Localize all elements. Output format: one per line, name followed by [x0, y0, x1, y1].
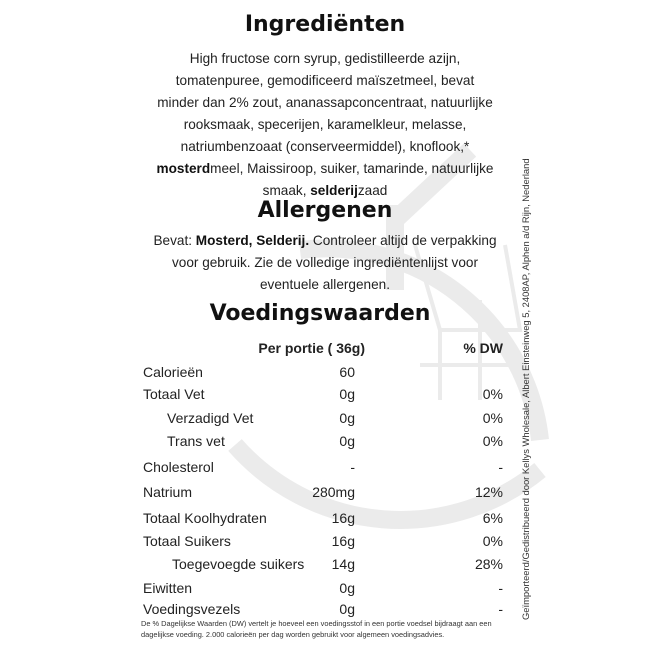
nutrient-label: Voedingsvezels — [143, 601, 241, 617]
text-segment: minder dan 2% zout, ananassapconcentraat, natuurlijke — [157, 95, 493, 110]
allergens-title: Allergenen — [257, 198, 393, 223]
nutrient-amount: 0g — [339, 433, 355, 449]
nutrient-label: Calorieën — [143, 364, 203, 380]
nutrient-amount: 14g — [331, 556, 355, 572]
ingredients-line — [100, 70, 550, 92]
text-segment: rooksmaak, specerijen, karamelkleur, melasse, — [183, 117, 467, 132]
nutrition-row — [140, 533, 505, 555]
dw-header: % DW — [463, 340, 503, 356]
nutrition-row — [140, 364, 505, 386]
ingredients-line — [100, 114, 550, 136]
nutrient-label: Trans vet — [167, 433, 225, 449]
nutrient-dw: 0% — [482, 410, 503, 426]
nutrient-label: Totaal Vet — [143, 386, 205, 402]
text-segment: eventuele allergenen. — [260, 277, 390, 292]
allergens-line — [100, 230, 550, 252]
ingredients-line — [100, 158, 550, 180]
nutrient-label: Toegevoegde suikers — [172, 556, 305, 572]
allergens-line — [100, 274, 550, 296]
nutrition-row — [140, 433, 505, 455]
nutrition-row — [140, 556, 505, 578]
nutrient-amount: 16g — [331, 510, 355, 526]
nutrition-row — [140, 410, 505, 432]
bold-term: mosterd — [156, 161, 211, 176]
nutrient-amount: - — [350, 459, 355, 475]
nutrient-label: Natrium — [143, 484, 193, 500]
nutrient-label: Eiwitten — [143, 580, 193, 596]
nutrient-dw: - — [498, 459, 503, 475]
text-segment: zaad — [357, 183, 388, 198]
text-segment: smaak, — [262, 183, 311, 198]
text-segment: Controleer altijd de verpakking — [309, 233, 497, 248]
per-portion-header: Per portie ( 36g) — [258, 340, 365, 356]
nutrient-amount: 0g — [339, 601, 355, 617]
dw-footnote: De % Dagelijkse Waarden (DW) vertelt je hoeveel een voedingsstof in een portie voedsel bijdraagt aan een dagelijkse voeding. 2.000 calorieën per dag worden gebruikt voor algemeen voedingsadvies. — [141, 619, 492, 639]
bold-term: selderij — [310, 183, 358, 198]
ingredients-line — [100, 136, 550, 158]
nutrient-dw: 0% — [482, 386, 503, 402]
nutrition-row — [140, 580, 505, 602]
ingredients-line — [100, 48, 550, 70]
allergens-line — [100, 252, 550, 274]
nutrient-label: Totaal Koolhydraten — [143, 510, 267, 526]
nutrition-row — [140, 484, 505, 506]
text-segment: Bevat: — [153, 233, 196, 248]
nutrient-dw: - — [498, 580, 503, 596]
nutrient-label: Cholesterol — [143, 459, 214, 475]
nutrient-dw: - — [498, 601, 503, 617]
importer-note: Geïmporteerd/Gedistribueerd door Kellys Wholesale, Albert Einsteinweg 5, 2408AP, Alphen a/d Rijn, Nederland — [520, 158, 531, 620]
nutrient-dw: 6% — [482, 510, 503, 526]
text-segment: meel, Maissiroop, suiker, tamarinde, natuurlijke — [210, 161, 494, 176]
bold-term: Mosterd, Selderij. — [195, 233, 310, 248]
nutrition-header-row — [140, 340, 505, 362]
nutrition-row — [140, 459, 505, 481]
nutrient-amount: 0g — [339, 410, 355, 426]
nutrition-title: Voedingswaarden — [209, 301, 431, 326]
nutrient-label: Verzadigd Vet — [167, 410, 254, 426]
nutrient-dw: 0% — [482, 533, 503, 549]
text-segment: tomatenpuree, gemodificeerd maïszetmeel, bevat — [175, 73, 475, 88]
nutrition-row — [140, 386, 505, 408]
nutrient-dw: 0% — [482, 433, 503, 449]
nutrient-dw: 28% — [474, 556, 503, 572]
nutrient-amount: 60 — [339, 364, 355, 380]
allergens-text — [100, 230, 550, 296]
ingredients-line — [100, 92, 550, 114]
nutrient-amount: 0g — [339, 386, 355, 402]
ingredients-title: Ingrediënten — [244, 12, 406, 37]
text-segment: voor gebruik. Zie de volledige ingrediëntenlijst voor — [171, 255, 479, 270]
nutrient-label: Totaal Suikers — [143, 533, 231, 549]
nutrient-amount: 280mg — [312, 484, 355, 500]
nutrient-dw: 12% — [474, 484, 503, 500]
nutrient-amount: 0g — [339, 580, 355, 596]
nutrient-amount: 16g — [331, 533, 355, 549]
ingredients-text — [100, 48, 550, 202]
text-segment: High fructose corn syrup, gedistilleerde azijn, — [189, 51, 461, 66]
text-segment: natriumbenzoaat (conserveermiddel), knoflook,* — [180, 139, 470, 154]
nutrition-row — [140, 510, 505, 532]
